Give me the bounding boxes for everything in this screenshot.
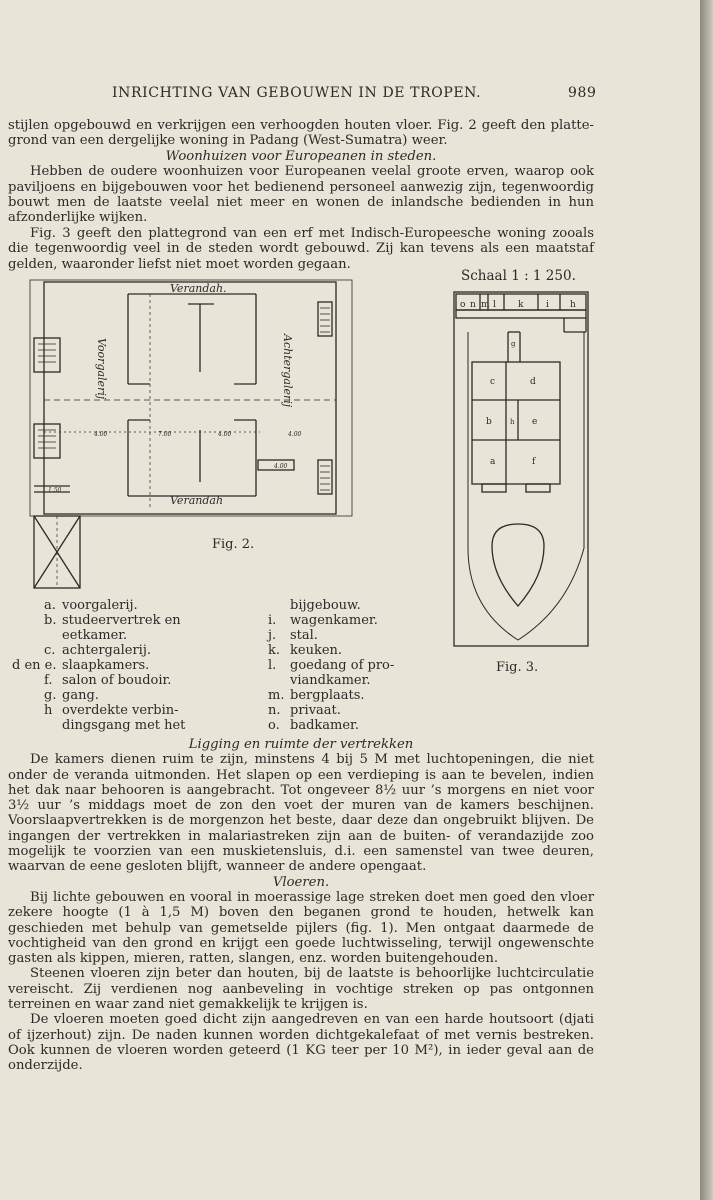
legend-text: keuken. (290, 643, 343, 658)
legend-text: overdekte verbin- (62, 703, 179, 718)
room-label-c: c (490, 377, 496, 387)
legend-key: j. (268, 628, 277, 643)
paragraph-vloeren-2: Steenen vloeren zijn beter dan houten, bij de laatste is behoorlijke luchtcirculatie vereischt. Zij verdienen nog aanbeveling in vochtige streken op pas ontgonnen terreinen en waar zand niet gemakkelijk te krijgen is. (8, 966, 594, 1013)
legend-key: n. (268, 703, 281, 718)
figure-2-floorplan (28, 272, 358, 592)
top-text (8, 118, 594, 272)
stair-left-bottom (34, 424, 60, 458)
paragraph-woonhuizen-1: Hebben de oudere woonhuizen voor Europeanen veelal groote erven, waarop ook paviljoens en bijgebouwen voor het bedienend personeel aanwezig zijn, tegenwoordig bouwt men de laatste veelal niet meer en wonen de inlandsche bedienden in hun afzonderlijke wijken. (8, 164, 594, 226)
legend-key: g. (44, 688, 57, 703)
paragraph-ligging: De kamers dienen ruim te zijn, minstens 4 bij 5 M met luchtopeningen, die niet onder de veranda uitmonden. Het slapen op een verdieping is aan te bevelen, indien het dak naar behooren is aangebracht. Tot ongeveer 8½ uur ’s morgens en niet voor 3½ uur ’s middags moet de zon den voet der muren van de kamers beschijnen. Voorslaapvertrekken is de morgenzon het beste, daar deze dan ongebruikt blijven. De ingangen der vertrekken in malariastreken zijn aan de buiten- of verandazijde zoo mogelijk te voorzien van een muskietensluis, d.i. een samenstel van twee deuren, waarvan de eene gesloten blijft, wanneer de andere opengaat. (8, 752, 594, 875)
dim-label-1: 4.00 (94, 431, 108, 438)
dim-label-5: 1.50 (48, 487, 62, 494)
dim-label-6: 4.00 (274, 463, 288, 470)
legend-text: salon of boudoir. (62, 673, 172, 688)
room-label-l: l (493, 300, 496, 310)
legend-key: l. (268, 658, 277, 673)
page-number: 989 (568, 85, 597, 101)
legend-key: i. (268, 613, 277, 628)
label-voorgalerij: Voorgalerij (95, 338, 108, 400)
label-veranda-bottom: Verandah (170, 494, 224, 507)
section-heading-ligging: Ligging en ruimte der vertrekken (188, 737, 414, 752)
legend-text: achtergalerij. (62, 643, 151, 658)
legend-text: goedang of pro- (290, 658, 395, 673)
garden-bed (492, 524, 544, 606)
legend-key: o. (268, 718, 280, 733)
dim-label-2: 7.00 (158, 431, 172, 438)
legend-text: bijgebouw. (290, 598, 361, 613)
label-veranda-top: Verandah. (170, 282, 227, 295)
paragraph-woonhuizen-2: Fig. 3 geeft den plattegrond van een erf met Indisch-Europeesche woning zooals die tegenwoordig veel in de steden wordt gebouwd. Zij kan tevens als een maatstaf gelden, waaronder liefst niet moet worden gegaan. (8, 225, 594, 272)
figure-3-scale: Schaal 1 : 1 250. (461, 268, 576, 284)
bottom-text (8, 737, 594, 1074)
running-header (0, 85, 700, 105)
legend-text: dingsgang met het (62, 718, 186, 733)
paragraph-vloeren-1: Bij lichte gebouwen en vooral in moerassige lage streken doet men goed den vloer zekere hoogte (1 à 1,5 M) boven den beganen grond te houden, hetwelk kan geschieden met behulp van gemetselde pijlers (fig. 1). Men ontgaat daarmede de vochtigheid van den grond en krijgt een goede luchtwisseling, terwijl ongewenschte gasten als kippen, mieren, ratten, slangen, enz. worden buitengehouden. (8, 889, 594, 967)
header-title: INRICHTING VAN GEBOUWEN IN DE TROPEN. (112, 85, 482, 101)
figure-3-caption: Fig. 3. (496, 660, 539, 675)
site-outline (30, 280, 352, 516)
room-label-e: e (532, 417, 538, 427)
legend-key: k. (268, 643, 281, 658)
legend-text: badkamer. (290, 718, 359, 733)
section-heading-woonhuizen: Woonhuizen voor Europeanen in steden. (165, 148, 437, 164)
legend-text: voorgalerij. (62, 598, 138, 613)
room-label-k: k (518, 300, 524, 310)
legend-text: viandkamer. (290, 673, 371, 688)
book-page-edge (700, 0, 713, 1200)
legend-text: privaat. (290, 703, 341, 718)
room-label-b: b (486, 417, 492, 427)
room-label-j: i (546, 300, 549, 310)
room-label-d: d (530, 377, 536, 387)
legend-text: gang. (62, 688, 99, 703)
section-heading-vloeren: Vloeren. (272, 874, 330, 890)
figure-2-caption: Fig. 2. (212, 537, 255, 552)
stair-left-top (34, 338, 60, 372)
stair-right-bottom (318, 460, 332, 494)
room-label-n: n (470, 300, 476, 310)
legend-key: m. (268, 688, 285, 703)
room-label-a: a (490, 457, 496, 467)
room-label-h: g (511, 340, 516, 348)
intro-paragraph: stijlen opgebouwd en verkrijgen een verhoogden houten vloer. Fig. 2 geeft den platte-grond van een dergelijke woning in Padang (West-Sumatra) weer. (8, 118, 594, 149)
legend-key: h (44, 703, 53, 718)
label-achtergalerij: Achtergalerij (281, 334, 294, 408)
legend-text: studeervertrek en (62, 613, 181, 628)
room-label-o: o (460, 300, 466, 310)
legend-key: f. (44, 673, 53, 688)
legend-key: a. (44, 598, 56, 613)
legend-text: slaapkamers. (62, 658, 150, 673)
legend-text: wagenkamer. (290, 613, 378, 628)
dim-label-3: 4.00 (218, 431, 232, 438)
stair-right-top (318, 302, 332, 336)
room-label-i: h (570, 300, 576, 310)
paragraph-vloeren-3: De vloeren moeten goed dicht zijn aangedreven en van een harde houtsoort (djati of ijzerhout) zijn. De naden kunnen worden dichtgekalefaat of met vernis bestreken. Ook kunnen de vloeren worden geteerd (1 KG teer per 10 M²), in ieder geval aan de onderzijde. (8, 1012, 594, 1074)
legend-text: eetkamer. (62, 628, 128, 643)
legend-text: bergplaats. (290, 688, 365, 703)
room-label-f: f (532, 457, 536, 467)
room-label-g: h (510, 418, 515, 426)
legend-key: c. (44, 643, 56, 658)
plot-boundary (454, 292, 588, 646)
legend-key: d en e. (12, 658, 57, 673)
dim-label-4: 4.00 (288, 431, 302, 438)
figure-3-siteplan (448, 288, 594, 650)
room-label-m: m (481, 300, 490, 310)
legend-text: stal. (290, 628, 318, 643)
legend-key: b. (44, 613, 57, 628)
